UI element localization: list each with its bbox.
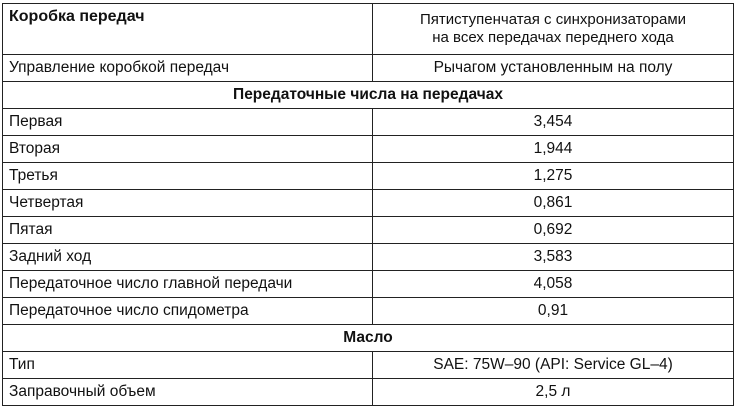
ratio-label: Пятая [3,217,373,244]
table-row-control [3,55,734,82]
table-row-gearbox [3,4,734,55]
ratio-label: Задний ход [3,244,373,271]
table-row [3,163,734,190]
ratio-label: Третья [3,163,373,190]
ratio-value: 1,944 [373,136,734,163]
table-row [3,109,734,136]
ratio-label: Вторая [3,136,373,163]
ratio-value: 3,454 [373,109,734,136]
ratio-value: 0,692 [373,217,734,244]
oil-value: 2,5 л [373,379,734,406]
gearbox-spec-table [2,3,734,406]
table-row [3,217,734,244]
section-header-ratios [3,82,734,109]
ratio-label: Передаточное число спидометра [3,298,373,325]
table-row [3,352,734,379]
ratio-value: 3,583 [373,244,734,271]
oil-title: Масло [3,325,734,352]
table-row [3,379,734,406]
ratio-label: Четвертая [3,190,373,217]
oil-label: Заправочный объем [3,379,373,406]
oil-value: SAE: 75W–90 (API: Service GL–4) [373,352,734,379]
gearbox-value [373,4,734,55]
section-header-oil [3,325,734,352]
table-row [3,244,734,271]
table-row [3,298,734,325]
table-row [3,136,734,163]
control-value: Рычагом установленным на полу [373,55,734,82]
gearbox-value-line1: Пятиступенчатая с синхронизаторами [419,11,687,28]
ratio-label: Передаточное число главной передачи [3,271,373,298]
ratio-value: 0,861 [373,190,734,217]
ratio-value: 0,91 [373,298,734,325]
table-row [3,271,734,298]
table-row [3,190,734,217]
ratio-label: Первая [3,109,373,136]
ratio-value: 1,275 [373,163,734,190]
gearbox-label: Коробка передач [3,4,373,55]
control-label: Управление коробкой передач [3,55,373,82]
gearbox-value-line2: на всех передачах переднего хода [432,29,674,46]
ratio-value: 4,058 [373,271,734,298]
oil-label: Тип [3,352,373,379]
ratios-title: Передаточные числа на передачах [3,82,734,109]
